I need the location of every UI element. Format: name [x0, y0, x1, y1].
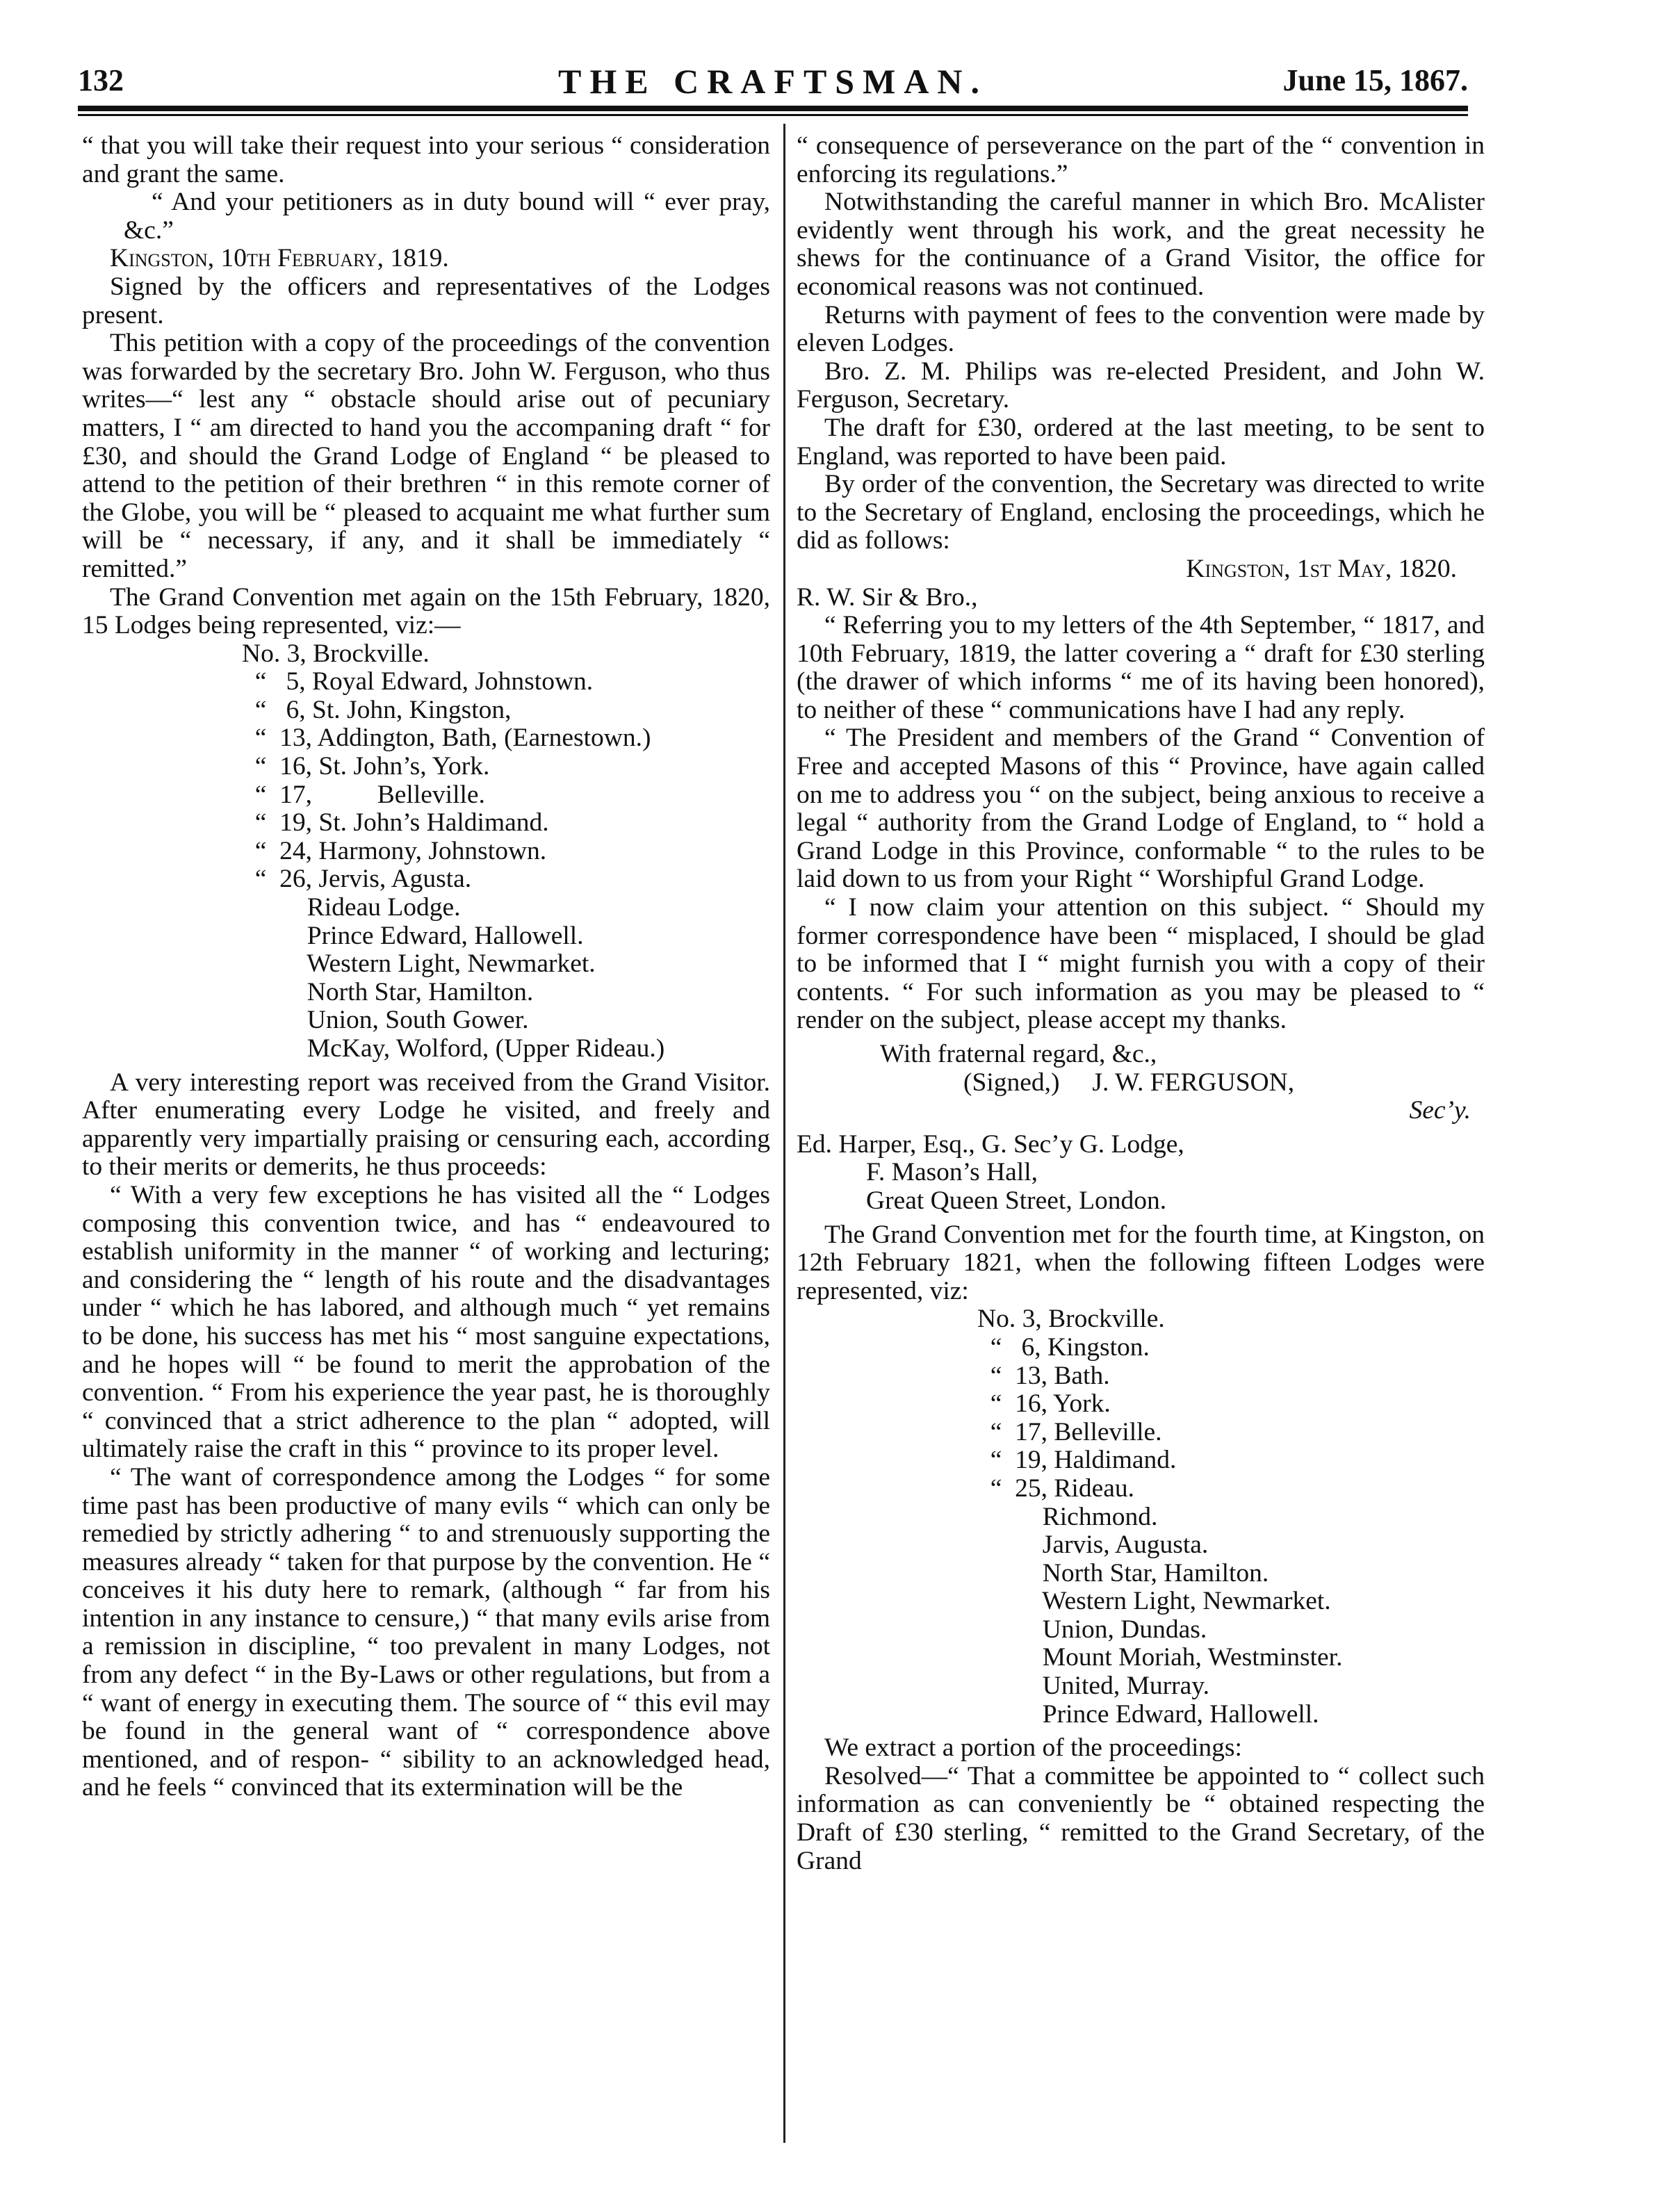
column-divider	[783, 124, 785, 2143]
list-item: McKay, Wolford, (Upper Rideau.)	[242, 1034, 665, 1063]
petition-dateline: Kingston, 10th February, 1819.	[110, 244, 449, 273]
grand-visitor-report-paragraph: A very interesting report was received from the Grand Visitor. After enumerating every Lodge he visited, and freely and apparently very impartially praising or censuring each, according to their merits or demerits, he thus proceeds:	[82, 1068, 770, 1182]
list-item: No. 3, Brockville.	[977, 1305, 1165, 1334]
letter-signature: (Signed,) J. W. FERGUSON,	[963, 1068, 1295, 1097]
list-item: Union, South Gower.	[242, 1006, 529, 1035]
publication-title: THE CRAFTSMAN.	[557, 62, 988, 101]
header-rule-thin	[78, 114, 1468, 116]
list-item: Jarvis, Augusta.	[977, 1530, 1209, 1560]
list-item: North Star, Hamilton.	[977, 1558, 1269, 1587]
address-line-1: Ed. Harper, Esq., G. Sec’y G. Lodge,	[797, 1129, 1184, 1159]
election-paragraph: Bro. Z. M. Philips was re-elected President, and John W. Ferguson, Secretary.	[797, 357, 1485, 414]
lodges-1820-list	[82, 640, 770, 1063]
letter-salutation: R. W. Sir & Bro.,	[797, 582, 978, 612]
returns-paragraph: Returns with payment of fees to the convention were made by eleven Lodges.	[797, 300, 1485, 358]
order-paragraph: By order of the convention, the Secretary was directed to write to the Secretary of England, enclosing the proceedings, which he did as follows:	[797, 470, 1485, 555]
page-number: 132	[78, 63, 124, 97]
list-item: Rideau Lodge.	[242, 893, 461, 922]
visitor-quote-paragraph-1: “ With a very few exceptions he has visited all the “ Lodges composing this convention twice, and has “ endeavoured to establish uniformity in the manner “ of working and lecturing; and considering the “ length of his route and the disadvantages under “ which he has labored, and although much “ yet remains to be done, his success has met his “ most sanguine expectations, and he hopes will “ be found to merit the approbation of the convention. “ From his experience the year past, he is thoroughly “ convinced that a strict adherence to the plan “ adopted, will ultimately raise the craft in this “ province to its proper level.	[82, 1180, 770, 1464]
resolution-paragraph: Resolved—“ That a committee be appointed to “ collect such information as can conveniently be “ obtained respecting the Draft of £30 sterling, “ remitted to the Grand Secretary, of the Grand	[797, 1761, 1485, 1875]
signature-title: Sec’y.	[1409, 1096, 1471, 1125]
list-item: Union, Dundas.	[977, 1615, 1207, 1644]
left-column	[82, 132, 770, 1802]
convention-1820-paragraph: The Grand Convention met again on the 15th February, 1820, 15 Lodges being represented, viz:—	[82, 582, 770, 640]
list-item: “ 25, Rideau.	[977, 1474, 1134, 1503]
convention-1821-paragraph: The Grand Convention met for the fourth time, at Kingston, on 12th February 1821, when the following fifteen Lodges were represented, viz:	[797, 1220, 1485, 1305]
letter-paragraph-3: “ I now claim your attention on this subject. “ Should my former correspondence have been “ misplaced, I should be glad to be informed that I “ might furnish you with a copy of their contents. “ For such information as you may be pleased to “ render on the subject, please accept my thanks.	[797, 893, 1485, 1035]
list-item: No. 3, Brockville.	[242, 639, 430, 668]
header-rule-thick	[78, 106, 1468, 111]
list-item: “ 19, Haldimand.	[977, 1446, 1177, 1475]
list-item: “ 6, Kingston.	[977, 1332, 1150, 1362]
list-item: “ 13, Bath.	[977, 1361, 1110, 1390]
address-line-2: F. Mason’s Hall,	[866, 1158, 1038, 1187]
petition-end-paragraph: “ that you will take their request into your serious “ consideration and grant the same.	[82, 131, 770, 188]
list-item: “ 5, Royal Edward, Johnstown.	[242, 667, 594, 696]
visitor-quote-end: “ consequence of perseverance on the part of the “ convention in enforcing its regulations.”	[797, 131, 1485, 188]
list-item: “ 16, St. John’s, York.	[242, 752, 490, 781]
list-item: “ 19, St. John’s Haldimand.	[242, 808, 549, 838]
list-item: “ 24, Harmony, Johnstown.	[242, 836, 547, 865]
address-line-3: Great Queen Street, London.	[866, 1186, 1167, 1215]
petitioners-paragraph: “ And your petitioners as in duty bound will “ ever pray, &c.”	[124, 188, 770, 245]
visitor-office-paragraph: Notwithstanding the careful manner in which Bro. McAlister evidently went through his work, and the great necessity he shews for the continuance of a Grand Visitor, the office for economical reasons was not continued.	[797, 188, 1485, 301]
letter-paragraph-2: “ The President and members of the Grand “ Convention of Free and accepted Masons of this “ Province, have again called on me to address you “ on the subject, being anxious to receive a legal “ authority from the Grand Lodge of England, to “ hold a Grand Lodge in this Province, conformable “ to the rules to be laid down to us from your Right “ Worshipful Grand Lodge.	[797, 724, 1485, 894]
signed-paragraph: Signed by the officers and representatives of the Lodges present.	[82, 272, 770, 329]
issue-date: June 15, 1867.	[1282, 63, 1468, 97]
list-item: “ 17, Belleville.	[977, 1417, 1162, 1446]
list-item: Prince Edward, Hallowell.	[977, 1699, 1319, 1729]
list-item: United, Murray.	[977, 1672, 1209, 1701]
right-column	[797, 132, 1485, 1875]
list-item: North Star, Hamilton.	[242, 977, 534, 1006]
list-item: “ 26, Jervis, Agusta.	[242, 865, 472, 894]
lodges-1821-list	[797, 1305, 1485, 1729]
visitor-quote-paragraph-2: “ The want of correspondence among the Lodges “ for some time past has been productive of many evils “ which can only be remedied by strictly adhering “ to and strenuously supporting the measures already “ taken for that purpose by the convention. He “ conceives it his duty here to remark, (although “ far from his intention in any instance to censure,) “ that many evils arise from a remission in discipline, “ too prevalent in many Lodges, not from any defect “ in the By-Laws or other regulations, but from a “ want of energy in executing them. The source of “ this evil may be found in the general want of “ correspondence above mentioned, and of respon- “ sibility to an acknowledged head, and he feels “ convinced that its extermination will be the	[82, 1462, 770, 1802]
list-item: Mount Moriah, Westminster.	[977, 1643, 1343, 1672]
page-header	[78, 42, 1468, 101]
draft-paragraph: The draft for £30, ordered at the last meeting, to be sent to England, was reported to have been paid.	[797, 413, 1485, 471]
letter-paragraph-1: “ Referring you to my letters of the 4th September, “ 1817, and 10th February, 1819, the latter covering a “ draft for £30 sterling (the drawer of which informs “ me of its having been honored), to neither of these “ communications have I had any reply.	[797, 611, 1485, 724]
list-item: “ 16, York.	[977, 1389, 1111, 1419]
list-item: Richmond.	[977, 1502, 1158, 1531]
list-item: Western Light, Newmarket.	[242, 949, 596, 979]
letter-closing: With fraternal regard, &c.,	[880, 1040, 1157, 1068]
list-item: “ 13, Addington, Bath, (Earnestown.)	[242, 724, 651, 753]
letter-dateline: Kingston, 1st May, 1820.	[1186, 554, 1457, 583]
list-item: “ 6, St. John, Kingston,	[242, 695, 512, 724]
list-item: Prince Edward, Hallowell.	[242, 921, 584, 950]
extract-paragraph: We extract a portion of the proceedings:	[824, 1733, 1242, 1763]
ferguson-letter-paragraph: This petition with a copy of the proceedings of the convention was forwarded by the secretary Bro. John W. Ferguson, who thus writes—“ lest any “ obstacle should arise out of pecuniary matters, I “ am directed to hand you the accompaning draft “ for £30, and should the Grand Lodge of England “ be pleased to attend to the petition of their brethren “ in this remote corner of the Globe, you will be “ pleased to acquaint me what further sum will be “ necessary, if any, and it shall be immediately “ remitted.”	[82, 329, 770, 583]
list-item: Western Light, Newmarket.	[977, 1587, 1331, 1616]
list-item: “ 17, Belleville.	[242, 780, 485, 809]
